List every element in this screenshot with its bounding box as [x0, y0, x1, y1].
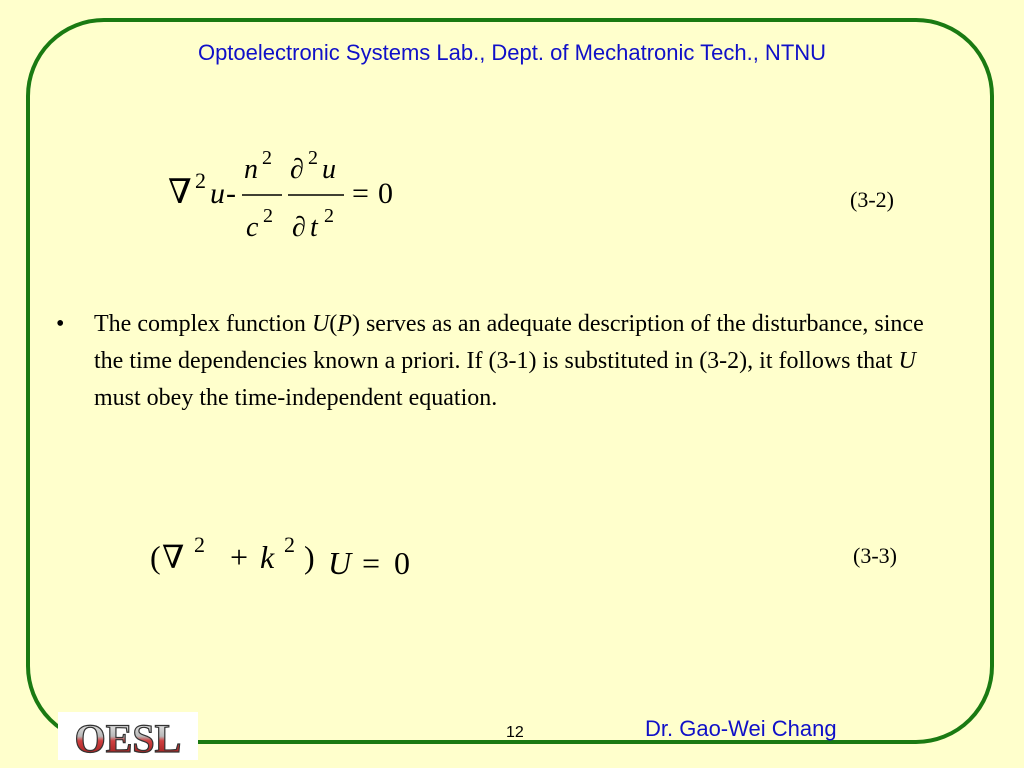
svg-text:OESL: OESL: [74, 716, 182, 760]
svg-text:n: n: [244, 154, 258, 185]
svg-text:u: u: [322, 154, 336, 185]
svg-text:(: (: [150, 539, 161, 575]
svg-text:∇: ∇: [168, 174, 192, 211]
bullet-symbol: •: [56, 311, 65, 337]
bullet-text-part: The complex function: [94, 311, 312, 337]
svg-text:2: 2: [194, 532, 205, 557]
svg-text:=: =: [352, 177, 369, 210]
bullet-paragraph: [56, 306, 956, 417]
svg-text:2: 2: [284, 532, 295, 557]
svg-text:=: =: [362, 545, 381, 581]
slide-header: Optoelectronic Systems Lab., Dept. of Mechatronic Tech., NTNU: [197, 40, 827, 65]
svg-text:): ): [304, 539, 315, 575]
svg-text:2: 2: [263, 205, 273, 227]
svg-text:∂: ∂: [290, 154, 304, 185]
bullet-text-part: (: [329, 311, 338, 337]
svg-text:2: 2: [308, 147, 318, 169]
math-symbol: U: [898, 348, 916, 374]
svg-text:2: 2: [324, 205, 334, 227]
svg-text:∇: ∇: [162, 539, 185, 575]
math-symbol: P: [337, 311, 352, 337]
equation-number: (3-3): [853, 543, 897, 568]
bullet-text-part: must obey the time-independent equation.: [94, 385, 498, 411]
equation-number: (3-2): [850, 187, 894, 212]
svg-text:0: 0: [378, 177, 393, 210]
author-name: Dr. Gao-Wei Chang: [645, 716, 837, 741]
wave-equation: [160, 140, 420, 250]
svg-text:u: u: [210, 177, 225, 210]
svg-text:-: -: [226, 177, 236, 210]
svg-text:2: 2: [195, 168, 206, 193]
svg-text:0: 0: [394, 545, 410, 581]
bullet-text: [94, 306, 956, 417]
svg-text:k: k: [260, 539, 275, 575]
page-number: 12: [506, 724, 524, 741]
svg-text:∂: ∂: [292, 212, 306, 243]
oesl-logo: [58, 712, 198, 760]
svg-text:U: U: [328, 545, 352, 581]
bullet-text-part: ) serves as an adequate description of the disturbance, since the time dependencies known a priori. If (3-1) is substituted in (3-2), it follows that: [94, 311, 924, 374]
svg-text:t: t: [310, 212, 318, 243]
svg-text:+: +: [230, 539, 249, 575]
helmholtz-equation: [150, 520, 430, 590]
svg-text:c: c: [246, 212, 259, 243]
math-symbol: U: [311, 311, 330, 337]
svg-text:2: 2: [262, 147, 272, 169]
